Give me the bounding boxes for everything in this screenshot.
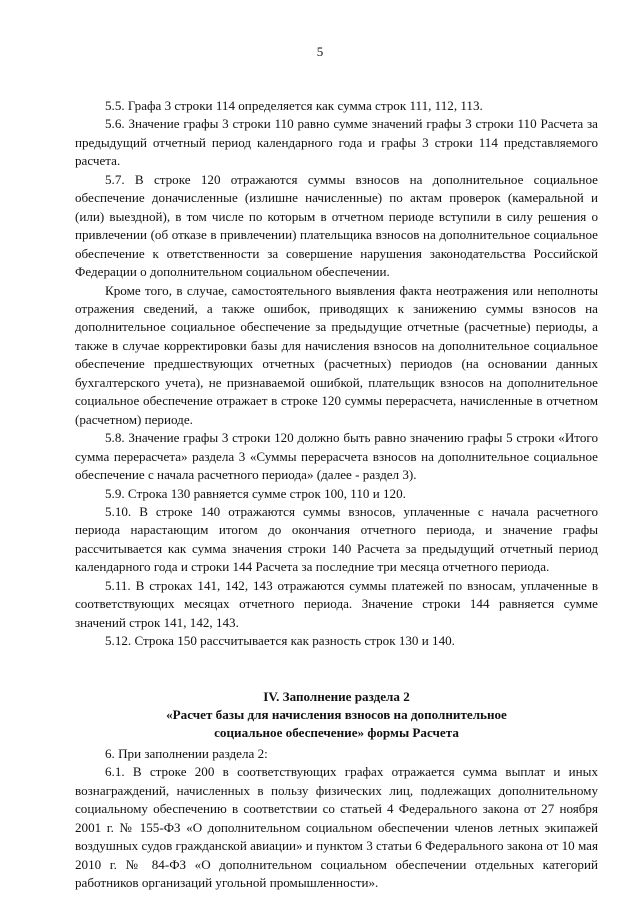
paragraph-5-6: 5.6. Значение графы 3 строки 110 равно сумме значений графы 3 строки 110 Расчета за предыдущий отчетный период календарного года и графы 3 строки 114 представляемого расчета.: [75, 116, 598, 169]
paragraph-5-7-continued: Кроме того, в случае, самостоятельного выявления факта неотражения или неполноты отражения сведений, а также ошибок, приводящих к занижению суммы взносов на дополнительное социальное обеспечение за предыдущие отчетные (расчетные) периоды, а также в случае корректировки базы для начисления взносов на дополнительное социальное обеспечение предшествующих отчетных (расчетных) периодов (на основании данных бухгалтерского учета), не признаваемой ошибкой, плательщик взносов на дополнительное социальное обеспечение отражает в строке 120 суммы перерасчета, начисленные в отчетном (расчетном) периоде.: [75, 282, 598, 427]
section-heading: [75, 688, 598, 743]
section-subtitle-line-1: «Расчет базы для начисления взносов на дополнительное: [166, 707, 507, 722]
paragraph-5-9: 5.9. Строка 130 равняется сумме строк 100, 110 и 120.: [105, 485, 406, 501]
paragraph-6: 6. При заполнении раздела 2:: [105, 745, 268, 761]
paragraph-5-12: 5.12. Строка 150 рассчитывается как разность строк 130 и 140.: [105, 633, 455, 649]
section-title: IV. Заполнение раздела 2: [263, 688, 410, 704]
paragraph-6-1: 6.1. В строке 200 в соответствующих графах отражается сумма выплат и иных вознаграждений, начисленных в пользу физических лиц, подлежащих дополнительному социальному обеспечению в соответствии со статьей 4 Федерального закона от 27 ноября 2001 г. № 155-ФЗ «О дополнительном социальном обеспечении членов летных экипажей воздушных судов гражданской авиации» и пунктом 3 статьи 6 Федерального закона от 10 мая 2010 г. № 84-ФЗ «О дополнительном социальном обеспечении отдельных категорий работников организаций угольной промышленности».: [75, 764, 598, 890]
paragraph-5-8: 5.8. Значение графы 3 строки 120 должно быть равно значению графы 5 строки «Итого сумма перерасчета» раздела 3 «Суммы перерасчета взносов на дополнительное социальное обеспечение с начала расчетного периода» (далее - раздел 3).: [75, 430, 598, 483]
paragraph-5-11: 5.11. В строках 141, 142, 143 отражаются суммы платежей по взносам, уплаченные в соответствующих месяцах отчетного периода. Значение строки 144 равняется сумме значений строк 141, 142, 143.: [75, 577, 598, 630]
document-body: [75, 97, 598, 892]
paragraph-5-7: 5.7. В строке 120 отражаются суммы взносов на дополнительное социальное обеспечение доначисленные (излишне начисленные) по актам проверок (камеральной и (или) выездной), в том числе по которым в отчетном периоде вступили в силу решения о привлечении (об отказе в привлечении) плательщика взносов на дополнительное социальное обеспечение к ответственности за совершение нарушения законодательства Российской Федерации о дополнительном социальном обеспечении.: [75, 171, 598, 280]
paragraph-5-5: 5.5. Графа 3 строки 114 определяется как сумма строк 111, 112, 113.: [105, 98, 483, 113]
section-subtitle-line-2: социальное обеспечение» формы Расчета: [214, 725, 459, 741]
paragraph-5-10: 5.10. В строке 140 отражаются суммы взносов, уплаченные с начала расчетного периода нарастающим итогом до окончания отчетного периода, и значение графы рассчитывается как сумма значения строки 140 Расчета за предыдущий отчетный период календарного года и строки 144 Расчета за последние три месяца отчетного периода.: [75, 503, 598, 575]
page-number: 5: [316, 44, 324, 59]
